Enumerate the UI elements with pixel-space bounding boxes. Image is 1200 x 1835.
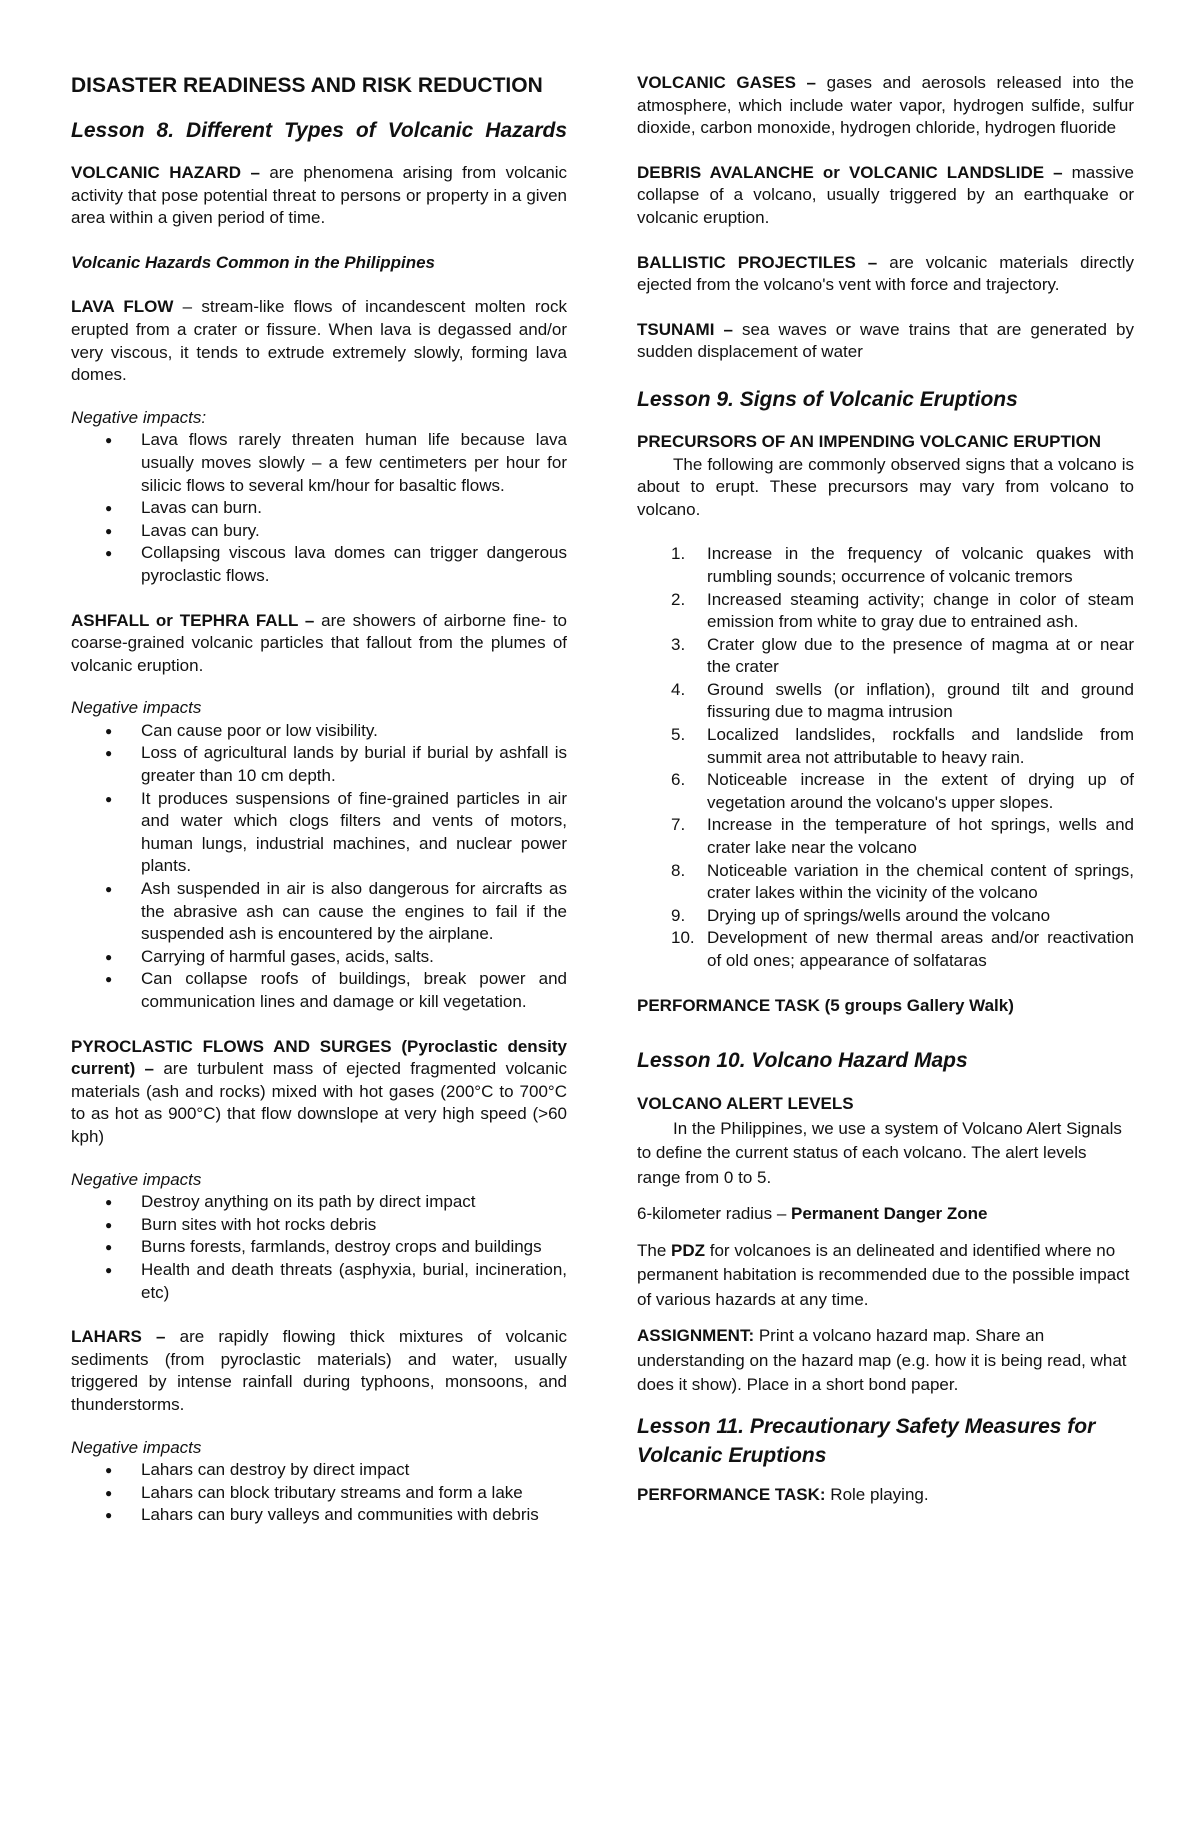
list-item: ● Destroy anything on its path by direct impact <box>141 1191 567 1214</box>
term-label: PYROCLASTIC FLOWS AND SURGES (Pyroclastic density current) – <box>71 1036 567 1079</box>
definition-text: are phenomena arising from volcanic activity that pose potential threat to persons or property in a given area within a given period of time. <box>71 163 568 228</box>
assignment-label: ASSIGNMENT: <box>637 1326 755 1346</box>
list-number: 4. <box>671 679 686 699</box>
list-text: Localized landslides, rockfalls and landslide from summit area not attributable to heavy rain. <box>707 725 1134 767</box>
term-label: VOLCANIC HAZARD – <box>71 163 260 182</box>
list-item: ● Lava flows rarely threaten human life because lava usually moves slowly – a few centimeters per hour for silicic flows to several km/hour for basaltic flows. <box>141 429 567 497</box>
definition-text: are showers of airborne fine- to coarse-grained volcanic particles that fallout from the plumes of volcanic eruption. <box>71 610 568 675</box>
list-item: ● Can cause poor or low visibility. <box>141 720 567 743</box>
list-item: ● Lahars can destroy by direct impact <box>141 1459 567 1482</box>
alert-levels-heading: VOLCANO ALERT LEVELS <box>637 1094 854 1114</box>
performance-task-label: PERFORMANCE TASK: <box>637 1484 826 1504</box>
list-text: Development of new thermal areas and/or reactivation of old ones; appearance of solfataras <box>707 928 1134 970</box>
volcanic-hazard-definition <box>71 162 567 230</box>
ashfall-definition <box>71 610 567 678</box>
list-text: Drying up of springs/wells around the volcano <box>707 905 1051 925</box>
list-item: ● Burn sites with hot rocks debris <box>141 1214 567 1237</box>
list-number: 8. <box>671 860 686 880</box>
list-item: ● It produces suspensions of fine-grained particles in air and water which clogs filters and vents of motors, human lungs, industrial machines, and nuclear power plants. <box>141 788 567 878</box>
definition-text: gases and aerosols released into the atmosphere, which include water vapor, hydrogen sulfide, sulfur dioxide, carbon monoxide, hydrogen chloride, hydrogen fluoride <box>637 73 1134 138</box>
list-item <box>671 543 1134 588</box>
pdz-term: PDZ <box>671 1240 706 1260</box>
term-label: TSUNAMI – <box>637 319 733 339</box>
list-text: Noticeable variation in the chemical content of springs, crater lakes within the vicinity of the volcano <box>707 860 1134 903</box>
subheading-philippines: Volcanic Hazards Common in the Philippines <box>71 252 435 272</box>
lesson-9-title: Lesson 9. Signs of Volcanic Eruptions <box>637 387 1018 411</box>
list-item: ● Lahars can block tributary streams and form a lake <box>141 1482 567 1505</box>
term-label: DEBRIS AVALANCHE or VOLCANIC LANDSLIDE – <box>637 162 1063 182</box>
radius-zone: Permanent Danger Zone <box>791 1204 988 1224</box>
term-label: LAVA FLOW <box>71 297 174 317</box>
definition-text: – stream-like flows of incandescent molten rock erupted from a crater or fissure. When lava is degassed and/or very viscous, it tends to extrude extremely slowly, forming lava domes. <box>71 297 567 385</box>
list-number: 5. <box>671 725 686 745</box>
debris-avalanche-definition <box>637 162 1134 230</box>
ashfall-impacts-list <box>71 720 567 1014</box>
list-item <box>671 634 1134 679</box>
list-text: Increase in the frequency of volcanic quakes with rumbling sounds; occurrence of volcanic tremors <box>707 544 1134 586</box>
list-item: ● Can collapse roofs of buildings, break power and communication lines and damage or kill vegetation. <box>141 968 567 1013</box>
left-column <box>71 72 567 1527</box>
pdz-paragraph <box>637 1239 1134 1313</box>
alert-levels-section <box>637 1092 1134 1398</box>
list-item: ● Lavas can burn. <box>141 497 567 520</box>
term-label: LAHARS – <box>71 1327 166 1347</box>
pdz-post: for volcanoes is an delineated and identified where no permanent habitation is recommended due to the possible impact of various hazards at any time. <box>637 1240 1130 1309</box>
tsunami-definition <box>637 319 1134 364</box>
list-number: 1. <box>671 544 686 564</box>
precursors-intro: The following are commonly observed signs that a volcano is about to erupt. These precursors may vary from volcano to volcano. <box>637 454 1134 519</box>
list-number: 3. <box>671 634 686 654</box>
list-item <box>671 905 1134 928</box>
document-title: DISASTER READINESS AND RISK REDUCTION <box>71 74 543 97</box>
lahars-impacts-list <box>71 1459 567 1527</box>
negative-impacts-label: Negative impacts <box>71 698 202 718</box>
term-label: VOLCANIC GASES – <box>637 73 816 92</box>
list-item <box>671 724 1134 769</box>
lesson-11-title: Lesson 11. Precautionary Safety Measures for Volcanic Eruptions <box>637 1414 1096 1467</box>
list-item: ● Loss of agricultural lands by burial if burial by ashfall is greater than 10 cm depth. <box>141 742 567 787</box>
definition-text: are volcanic materials directly ejected from the volcano's vent with force and trajectory. <box>637 252 1134 295</box>
assignment-text: Print a volcano hazard map. Share an understanding on the hazard map (e.g. how it is being read, what does it show). Place in a short bond paper. <box>637 1326 1127 1395</box>
right-column <box>637 72 1134 1506</box>
radius-prefix: 6-kilometer radius – <box>637 1204 792 1224</box>
list-number: 9. <box>671 905 686 925</box>
list-text: Ground swells (or inflation), ground tilt and ground fissuring due to magma intrusion <box>707 679 1134 722</box>
list-number: 10. <box>671 928 695 948</box>
radius-line <box>637 1202 1134 1227</box>
list-item: ● Collapsing viscous lava domes can trigger dangerous pyroclastic flows. <box>141 542 567 587</box>
precursors-list <box>637 543 1134 972</box>
list-number: 6. <box>671 770 686 790</box>
negative-impacts-label: Negative impacts <box>71 1169 202 1189</box>
pdz-pre: The <box>637 1240 672 1260</box>
list-text: Crater glow due to the presence of magma at or near the crater <box>707 634 1134 677</box>
definition-text: are turbulent mass of ejected fragmented volcanic materials (ash and rocks) mixed with hot gases (200°C to 700°C to as hot as 900°C) that flow downslope at very high speed (>60 kph) <box>71 1059 567 1146</box>
list-item <box>671 769 1134 814</box>
term-label: BALLISTIC PROJECTILES – <box>637 252 878 272</box>
lesson-8-title: Lesson 8. Different Types of Volcanic Hazards <box>71 119 567 142</box>
list-text: Increased steaming activity; change in color of steam emission from white to gray due to entrained ash. <box>707 589 1134 632</box>
alert-levels-text: In the Philippines, we use a system of Volcano Alert Signals to define the current status of each volcano. The alert levels range from 0 to 5. <box>637 1118 1122 1187</box>
list-item: ● Lahars can bury valleys and communities with debris <box>141 1504 567 1527</box>
list-item <box>671 860 1134 905</box>
list-item <box>671 589 1134 634</box>
lesson-10-title: Lesson 10. Volcano Hazard Maps <box>637 1049 968 1073</box>
definition-text: massive collapse of a volcano, usually triggered by an earthquake or volcanic eruption. <box>637 162 1134 227</box>
list-item: ● Ash suspended in air is also dangerous for aircrafts as the abrasive ash can cause the engines to fail if the suspended ash is encountered by the airplane. <box>141 878 567 946</box>
list-item: ● Lavas can bury. <box>141 520 567 543</box>
lahars-definition <box>71 1326 567 1416</box>
list-item <box>671 927 1134 972</box>
volcanic-gases-definition <box>637 72 1134 140</box>
assignment-paragraph <box>637 1324 1134 1398</box>
term-label: ASHFALL or TEPHRA FALL – <box>71 610 315 630</box>
performance-task-role-playing <box>637 1484 1134 1507</box>
negative-impacts-label: Negative impacts: <box>71 407 207 427</box>
list-item <box>671 814 1134 859</box>
list-text: Noticeable increase in the extent of drying up of vegetation around the volcano's upper slopes. <box>707 770 1134 812</box>
pyroclastic-impacts-list <box>71 1191 567 1304</box>
lava-flow-definition <box>71 296 567 386</box>
definition-text: sea waves or wave trains that are generated by sudden displacement of water <box>637 319 1134 362</box>
negative-impacts-label: Negative impacts <box>71 1437 202 1457</box>
list-item: ● Health and death threats (asphyxia, burial, incineration, etc) <box>141 1259 567 1304</box>
performance-task-gallery-walk: PERFORMANCE TASK (5 groups Gallery Walk) <box>637 995 1014 1015</box>
pyroclastic-definition <box>71 1036 567 1149</box>
definition-text: are rapidly flowing thick mixtures of volcanic sediments (from pyroclastic materials) and water, usually triggered by intense rainfall during typhoons, monsoons, and thunderstorms. <box>71 1327 567 1414</box>
list-text: Increase in the temperature of hot springs, wells and crater lake near the volcano <box>707 815 1134 858</box>
list-item <box>671 679 1134 724</box>
list-number: 7. <box>671 815 686 835</box>
precursors-heading: PRECURSORS OF AN IMPENDING VOLCANIC ERUPTION <box>637 431 1102 451</box>
lava-impacts-list <box>71 429 567 587</box>
list-number: 2. <box>671 589 686 609</box>
list-item: ● Burns forests, farmlands, destroy crops and buildings <box>141 1236 567 1259</box>
ballistic-projectiles-definition <box>637 252 1134 297</box>
list-item: ● Carrying of harmful gases, acids, salts. <box>141 946 567 969</box>
performance-task-text: Role playing. <box>825 1484 929 1504</box>
